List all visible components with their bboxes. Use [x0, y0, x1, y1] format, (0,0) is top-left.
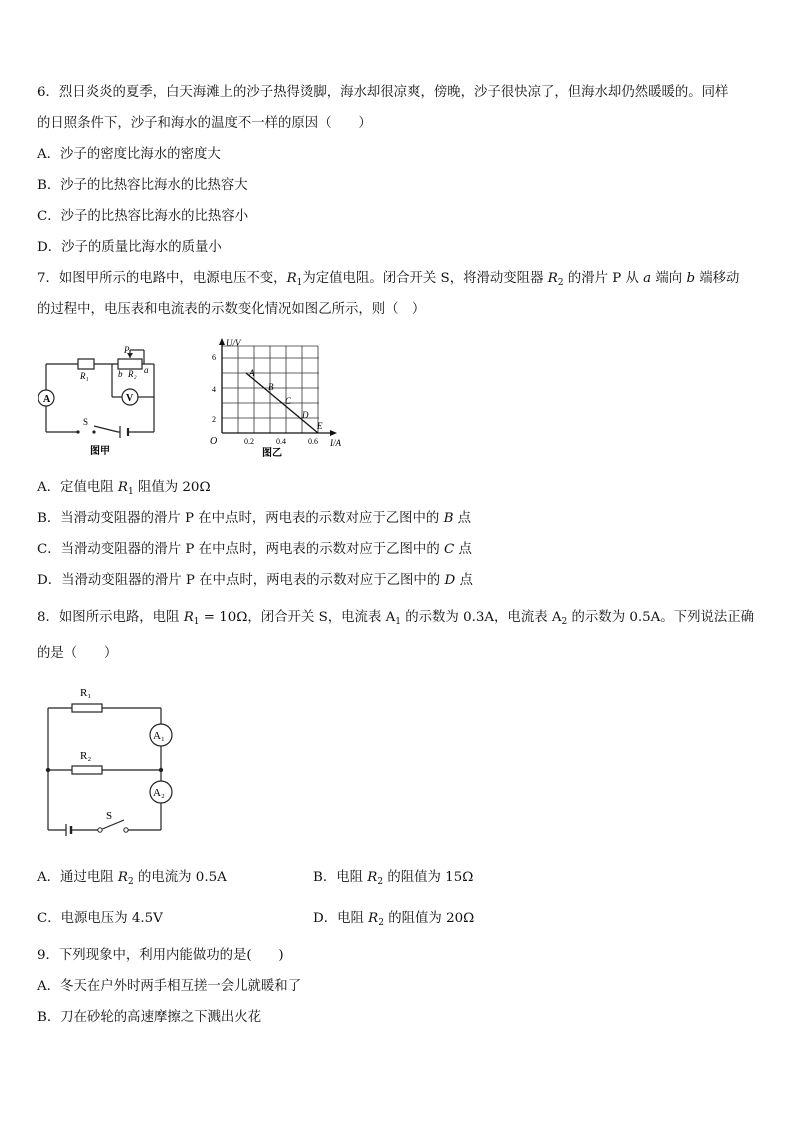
- svg-text:D: D: [302, 410, 309, 420]
- svg-text:R₂: R₂: [128, 369, 137, 379]
- q6-stem-line2: 的日照条件下，沙子和海水的温度不一样的原因（ ）: [37, 116, 372, 131]
- q8-option-d: D．电阻 $R_2$ 的阻值为 20Ω: [313, 911, 475, 928]
- q7-stem-line1: 7．如图甲所示的电路中，电源电压不变，$R_1$为定值电阻。闭合开关 S，将滑动变阻器 $R_2$ 的滑片 P 从 a 端向 b 端移动: [37, 271, 740, 288]
- q6-option-a: A．沙子的密度比海水的密度大: [37, 147, 221, 162]
- svg-text:U/V: U/V: [226, 338, 241, 348]
- q8-stem-line2: 的是（ ）: [37, 646, 118, 661]
- svg-text:R₁: R₁: [80, 687, 92, 699]
- q8-option-b: B．电阻 $R_2$ 的阻值为 15Ω: [313, 870, 474, 887]
- svg-text:0.4: 0.4: [276, 437, 286, 446]
- q6-option-b: B．沙子的比热容比海水的比热容大: [37, 178, 248, 193]
- svg-text:A: A: [43, 394, 51, 405]
- svg-text:S: S: [83, 417, 89, 427]
- svg-text:P: P: [124, 345, 130, 355]
- q9-stem: 9．下列现象中，利用内能做功的是( ): [37, 948, 284, 963]
- q6-stem-line1: 6．烈日炎炎的夏季，白天海滩上的沙子热得烫脚，海水却很凉爽，傍晚，沙子很快凉了，但海水却仍然暖暖的。同样: [37, 85, 729, 100]
- svg-text:R₁: R₁: [80, 371, 89, 381]
- q9-option-a: A．冬天在户外时两手相互搓一会儿就暖和了: [37, 979, 302, 994]
- q7-option-c: C．当滑动变阻器的滑片 P 在中点时，两电表的示数对应于乙图中的 C 点: [37, 542, 472, 557]
- svg-text:C: C: [285, 396, 292, 406]
- q8-option-a: A．通过电阻 $R_2$ 的电流为 0.5A: [37, 870, 227, 887]
- q7-figure-jia: [38, 342, 168, 458]
- svg-text:a: a: [144, 365, 149, 375]
- svg-text:4: 4: [212, 385, 216, 394]
- svg-text:2: 2: [212, 415, 216, 424]
- svg-text:图乙: 图乙: [262, 448, 282, 459]
- q7-option-a: A．定值电阻 $R_1$ 阻值为 20Ω: [37, 480, 211, 497]
- svg-text:0.2: 0.2: [244, 437, 254, 446]
- svg-text:6: 6: [212, 353, 216, 362]
- svg-text:A: A: [249, 368, 255, 378]
- svg-text:图甲: 图甲: [90, 446, 110, 457]
- svg-text:V: V: [126, 393, 134, 404]
- q8-circuit-figure: [38, 680, 178, 840]
- q9-option-b: B．刀在砂轮的高速摩擦之下溅出火花: [37, 1010, 262, 1025]
- svg-text:I/A: I/A: [330, 438, 341, 448]
- svg-text:A₂: A₂: [153, 787, 165, 799]
- q7-stem-line2: 的过程中，电压表和电流表的示数变化情况如图乙所示，则（ ）: [37, 302, 426, 317]
- svg-text:E: E: [317, 421, 323, 431]
- svg-text:S: S: [106, 810, 113, 822]
- q7-option-d: D．当滑动变阻器的滑片 P 在中点时，两电表的示数对应于乙图中的 D 点: [37, 573, 473, 588]
- svg-text:0.6: 0.6: [308, 437, 318, 446]
- q7-option-b: B．当滑动变阻器的滑片 P 在中点时，两电表的示数对应于乙图中的 B 点: [37, 511, 472, 526]
- q8-stem-line1: 8．如图所示电路，电阻 $R_1 = 10\Omega$，闭合开关 S，电流表 $A_1$ 的示数为 0.3A，电流表 $A_2$ 的示数为 0.5A。下列说法正确: [37, 610, 755, 627]
- q8-option-c: C．电源电压为 4.5V: [37, 911, 163, 926]
- q6-option-c: C．沙子的比热容比海水的比热容小: [37, 209, 249, 224]
- svg-text:A₁: A₁: [153, 730, 165, 742]
- svg-text:B: B: [268, 382, 274, 392]
- svg-text:R₂: R₂: [80, 750, 92, 762]
- q6-option-d: D．沙子的质量比海水的质量小: [37, 240, 222, 255]
- svg-text:b: b: [118, 369, 123, 379]
- q7-figure-yi: [204, 338, 350, 460]
- svg-text:O: O: [210, 436, 218, 447]
